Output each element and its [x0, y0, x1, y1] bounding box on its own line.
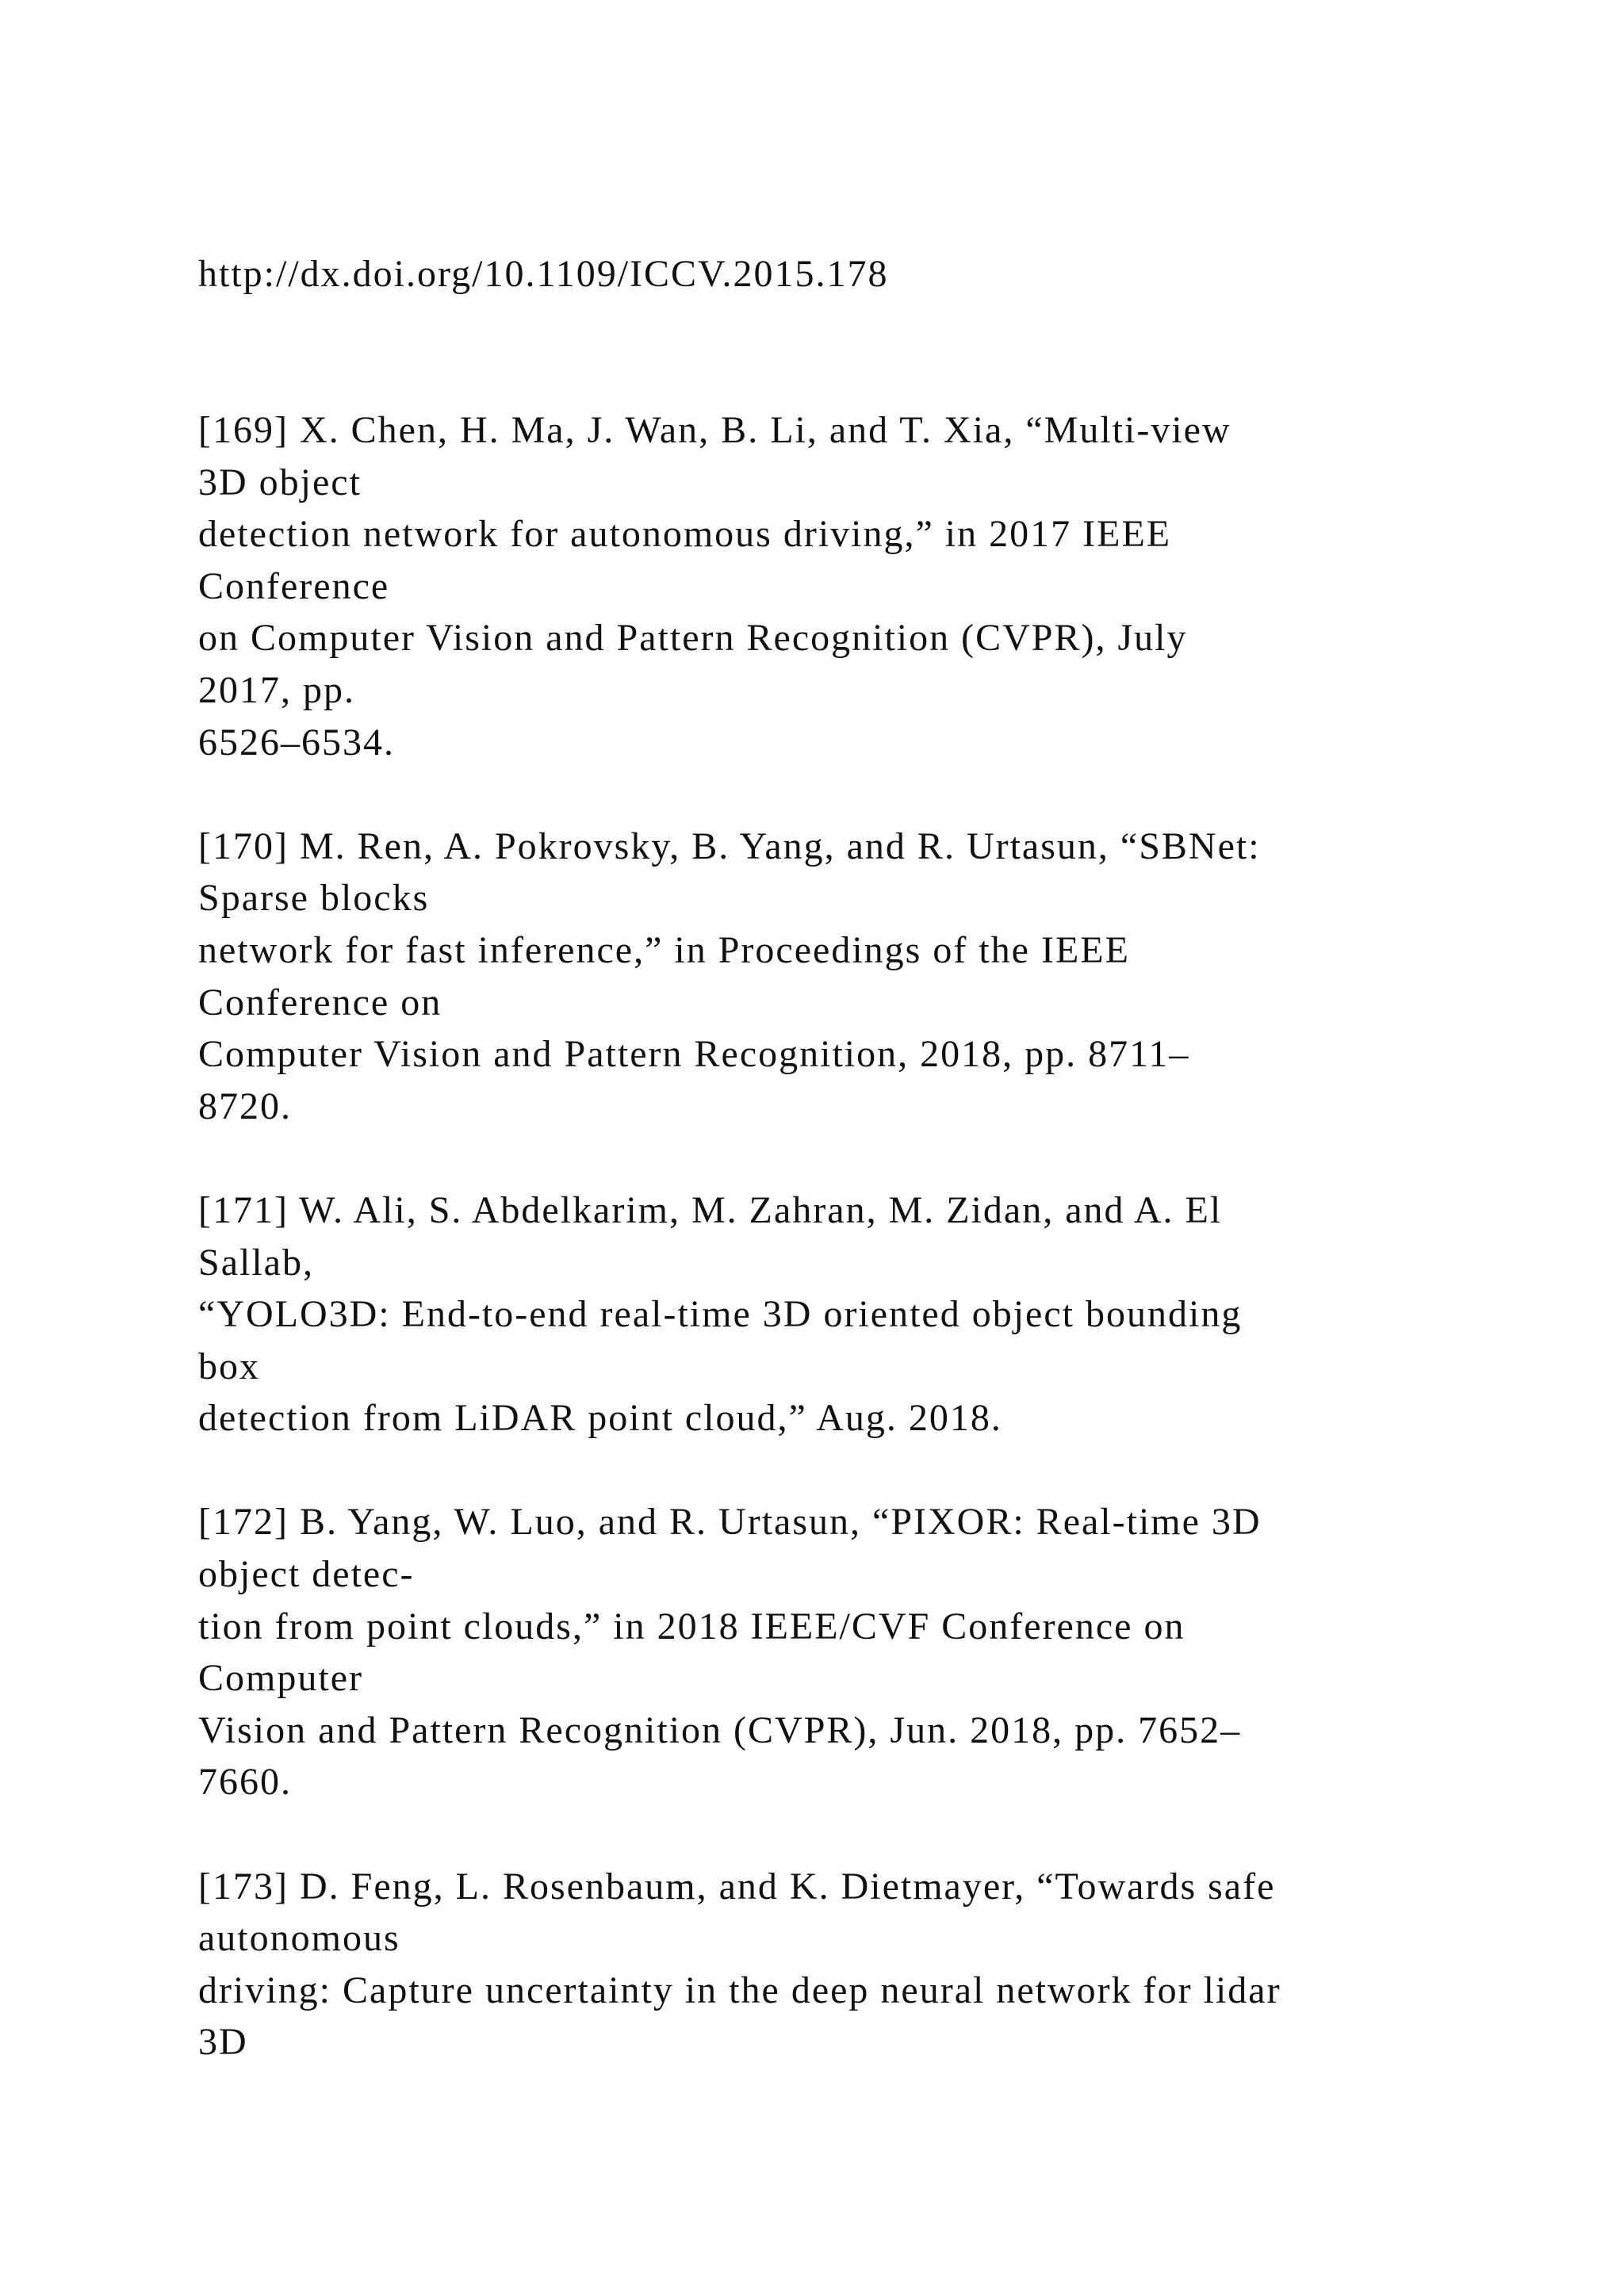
reference-line: Sparse blocks: [198, 877, 430, 920]
reference-line: on Computer Vision and Pattern Recognition (CVPR), July: [198, 617, 1188, 660]
reference-line: driving: Capture uncertainty in the deep neural network for lidar: [198, 1969, 1281, 2011]
reference-line: [173] D. Feng, L. Rosenbaum, and K. Dietmayer, “Towards safe: [198, 1865, 1276, 1908]
reference-line: Sallab,: [198, 1241, 314, 1284]
reference-line: [170] M. Ren, A. Pokrovsky, B. Yang, and R. Urtasun, “SBNet:: [198, 825, 1261, 867]
reference-line: Computer Vision and Pattern Recognition, 2018, pp. 8711–: [198, 1033, 1190, 1076]
reference-line: Vision and Pattern Recognition (CVPR), Jun. 2018, pp. 7652–: [198, 1709, 1242, 1751]
reference-line: Conference: [198, 564, 390, 607]
reference-line: 3D object: [198, 461, 362, 503]
reference-line: object detec-: [198, 1553, 415, 1596]
doi-link-text: http://dx.doi.org/10.1109/ICCV.2015.178: [198, 253, 889, 295]
reference-line: [171] W. Ali, S. Abdelkarim, M. Zahran, M. Zidan, and A. El: [198, 1188, 1223, 1231]
reference-line: 2017, pp.: [198, 668, 355, 711]
reference-line: detection from LiDAR point cloud,” Aug. 2018.: [198, 1397, 1002, 1440]
reference-line: 3D: [198, 2021, 248, 2064]
paragraph-gap: [198, 1132, 1545, 1184]
reference-line: 6526–6534.: [198, 721, 395, 763]
reference-line: [172] B. Yang, W. Luo, and R. Urtasun, “PIXOR: Real-time 3D: [198, 1501, 1262, 1544]
reference-line: network for fast inference,” in Proceedings of the IEEE: [198, 928, 1130, 971]
reference-list: [198, 404, 1545, 2068]
doi-line-block: [198, 248, 1545, 300]
reference-line: “YOLO3D: End-to-end real-time 3D oriented object bounding: [198, 1293, 1243, 1336]
reference-entry-170: [198, 821, 1545, 1133]
reference-line: 7660.: [198, 1761, 292, 1804]
reference-line: [169] X. Chen, H. Ma, J. Wan, B. Li, and T. Xia, “Multi-view: [198, 409, 1231, 451]
reference-entry-172: [198, 1496, 1545, 1808]
reference-line: Computer: [198, 1657, 363, 1700]
reference-line: Conference on: [198, 981, 442, 1024]
paragraph-gap: [198, 1808, 1545, 1861]
reference-line: 8720.: [198, 1085, 292, 1127]
reference-entry-171: [198, 1184, 1545, 1445]
reference-entry-173: [198, 1861, 1545, 2068]
paragraph-gap: [198, 768, 1545, 821]
paragraph-gap: [198, 1445, 1545, 1497]
reference-entry-169: [198, 404, 1545, 768]
reference-line: detection network for autonomous driving,” in 2017 IEEE: [198, 513, 1172, 556]
reference-line: tion from point clouds,” in 2018 IEEE/CVF Conference on: [198, 1605, 1185, 1647]
reference-line: autonomous: [198, 1917, 400, 1960]
reference-line: box: [198, 1345, 260, 1387]
